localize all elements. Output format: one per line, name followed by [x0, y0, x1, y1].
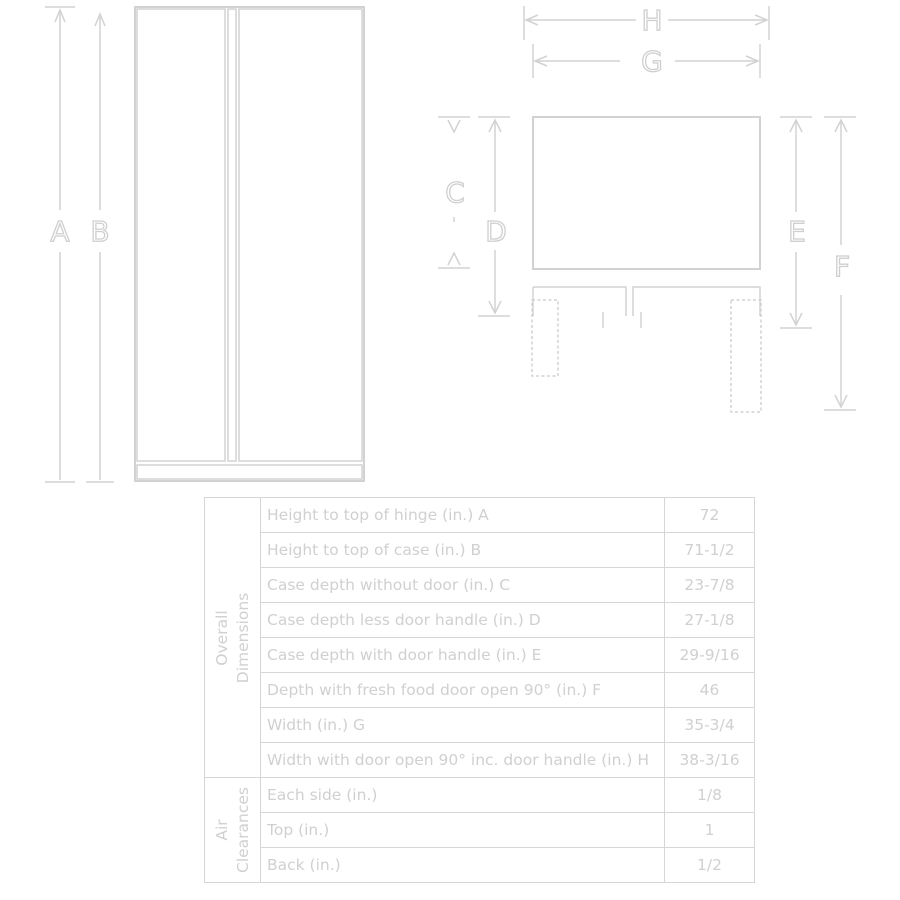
front-view — [45, 7, 364, 482]
table-row — [205, 603, 755, 638]
dimension-label-c: C — [445, 176, 465, 209]
row-value: 29-9/16 — [665, 638, 755, 673]
row-label: Height to top of case (in.) B — [261, 533, 665, 568]
dimension-label-d: D — [485, 215, 507, 248]
row-label: Width (in.) G — [261, 708, 665, 743]
group-title-line: Overall — [212, 609, 231, 666]
row-label: Each side (in.) — [261, 778, 665, 813]
table-row — [205, 848, 755, 883]
row-label: Height to top of hinge (in.) A — [261, 498, 665, 533]
row-value: 46 — [665, 673, 755, 708]
row-value: 35-3/4 — [665, 708, 755, 743]
row-label: Case depth without door (in.) C — [261, 568, 665, 603]
table-row — [205, 498, 755, 533]
top-view — [438, 4, 856, 412]
dimension-label-h: H — [641, 4, 663, 37]
dimension-label-f: F — [833, 250, 851, 283]
dimensions-table — [204, 497, 755, 883]
row-value: 1 — [665, 813, 755, 848]
row-label: Width with door open 90° inc. door handle (in.) H — [261, 743, 665, 778]
row-value: 1/8 — [665, 778, 755, 813]
table-row — [205, 708, 755, 743]
group-header-air-clearances — [205, 778, 261, 883]
table-row — [205, 568, 755, 603]
row-value: 27-1/8 — [665, 603, 755, 638]
table-row — [205, 673, 755, 708]
group-header-overall-dimensions — [205, 498, 261, 778]
dimension-b-line — [86, 14, 114, 482]
row-value: 38-3/16 — [665, 743, 755, 778]
group-title-line: Air — [212, 819, 231, 841]
row-label: Case depth with door handle (in.) E — [261, 638, 665, 673]
table-row — [205, 743, 755, 778]
dimension-label-e: E — [788, 215, 806, 248]
row-value: 71-1/2 — [665, 533, 755, 568]
refrigerator-front — [135, 7, 364, 481]
table-row — [205, 533, 755, 568]
row-label: Depth with fresh food door open 90° (in.) F — [261, 673, 665, 708]
dimension-label-b: B — [90, 215, 110, 248]
row-label: Back (in.) — [261, 848, 665, 883]
dimension-label-g: G — [641, 45, 663, 78]
table-row — [205, 813, 755, 848]
refrigerator-top — [532, 117, 761, 412]
table-row — [205, 638, 755, 673]
row-value: 1/2 — [665, 848, 755, 883]
table-row — [205, 778, 755, 813]
row-label: Top (in.) — [261, 813, 665, 848]
row-label: Case depth less door handle (in.) D — [261, 603, 665, 638]
group-title-line: Clearances — [233, 787, 252, 873]
row-value: 23-7/8 — [665, 568, 755, 603]
row-value: 72 — [665, 498, 755, 533]
dimension-label-a: A — [50, 215, 70, 248]
group-title-line: Dimensions — [233, 592, 252, 683]
